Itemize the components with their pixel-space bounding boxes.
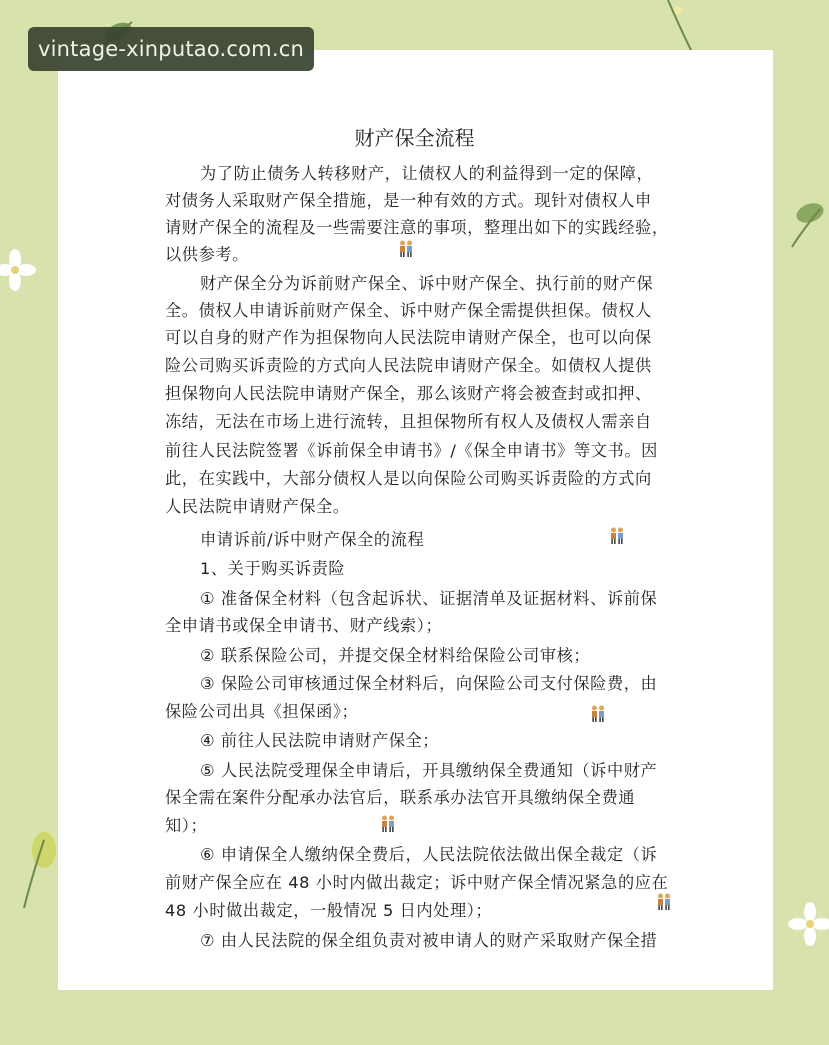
body-line: 冻结，无法在市场上进行流转，且担保物所有权人及债权人需亲自 (165, 412, 652, 431)
people-emoji-icon (380, 815, 396, 833)
step-line: ① 准备保全材料（包含起诉状、证据清单及证据材料、诉前保 (200, 589, 658, 608)
section-heading: 申请诉前/诉中财产保全的流程 (200, 530, 425, 549)
leaf-sprig-right (780, 195, 829, 255)
body-line: 可以自身的财产作为担保物向人民法院申请财产保全，也可以向保 (165, 328, 652, 347)
body-line: 险公司购买诉责险的方式向人民法院申请财产保全。如债权人提供 (165, 356, 652, 375)
body-line: 前往人民法院签署《诉前保全申请书》/《保全申请书》等文书。因 (165, 441, 658, 460)
body-line: 为了防止债务人转移财产，让债权人的利益得到一定的保障， (200, 164, 654, 183)
step-line: ④ 前往人民法院申请财产保全； (200, 731, 440, 750)
people-emoji-icon (609, 527, 625, 545)
people-emoji-icon (590, 705, 606, 723)
step-line: 保全需在案件分配承办法官后，联系承办法官开具缴纳保全费通 (165, 788, 636, 807)
body-line: 对债务人采取财产保全措施，是一种有效的方式。现针对债权人申 (165, 191, 652, 210)
subsection-heading: 1、关于购买诉责险 (200, 559, 346, 578)
body-line: 全。债权人申请诉前财产保全、诉中财产保全需提供担保。债权人 (165, 301, 652, 320)
document-title: 财产保全流程 (354, 126, 475, 150)
leaf-sprig-bottom-left (14, 820, 58, 910)
step-line: ⑤ 人民法院受理保全申请后，开具缴纳保全费通知（诉中财产 (200, 761, 658, 780)
body-line: 请财产保全的流程及一些需要注意的事项，整理出如下的实践经验， (165, 218, 669, 237)
step-line: ② 联系保险公司，并提交保全材料给保险公司审核； (200, 646, 591, 665)
watermark-label: vintage-xinputao.com.cn (28, 27, 314, 71)
step-line: 48 小时做出裁定，一般情况 5 日内处理）； (165, 901, 493, 920)
step-line: ③ 保险公司审核通过保全材料后，向保险公司支付保险费，由 (200, 674, 658, 693)
people-emoji-icon (656, 893, 672, 911)
body-line: 此，在实践中，大部分债权人是以向保险公司购买诉责险的方式向 (165, 469, 652, 488)
body-line: 人民法院申请财产保全。 (165, 497, 350, 516)
step-line: 保险公司出具《担保函》； (165, 702, 359, 721)
step-line: 前财产保全应在 48 小时内做出裁定；诉中财产保全情况紧急的应在 (165, 873, 669, 892)
step-line: 知）； (165, 816, 208, 835)
body-line: 财产保全分为诉前财产保全、诉中财产保全、执行前的财产保 (200, 274, 654, 293)
step-line: ⑥ 申请保全人缴纳保全费后，人民法院依法做出保全裁定（诉 (200, 845, 658, 864)
white-flower-left (0, 245, 40, 295)
body-line: 以供参考。 (165, 245, 249, 264)
people-emoji-icon (398, 240, 414, 258)
body-line: 担保物向人民法院申请财产保全，那么该财产将会被查封或扣押、 (165, 384, 652, 403)
step-line: 全申请书或保全申请书、财产线索）； (165, 616, 443, 635)
step-line: ⑦ 由人民法院的保全组负责对被申请人的财产采取财产保全措 (200, 931, 658, 950)
white-flower-right (788, 900, 829, 950)
